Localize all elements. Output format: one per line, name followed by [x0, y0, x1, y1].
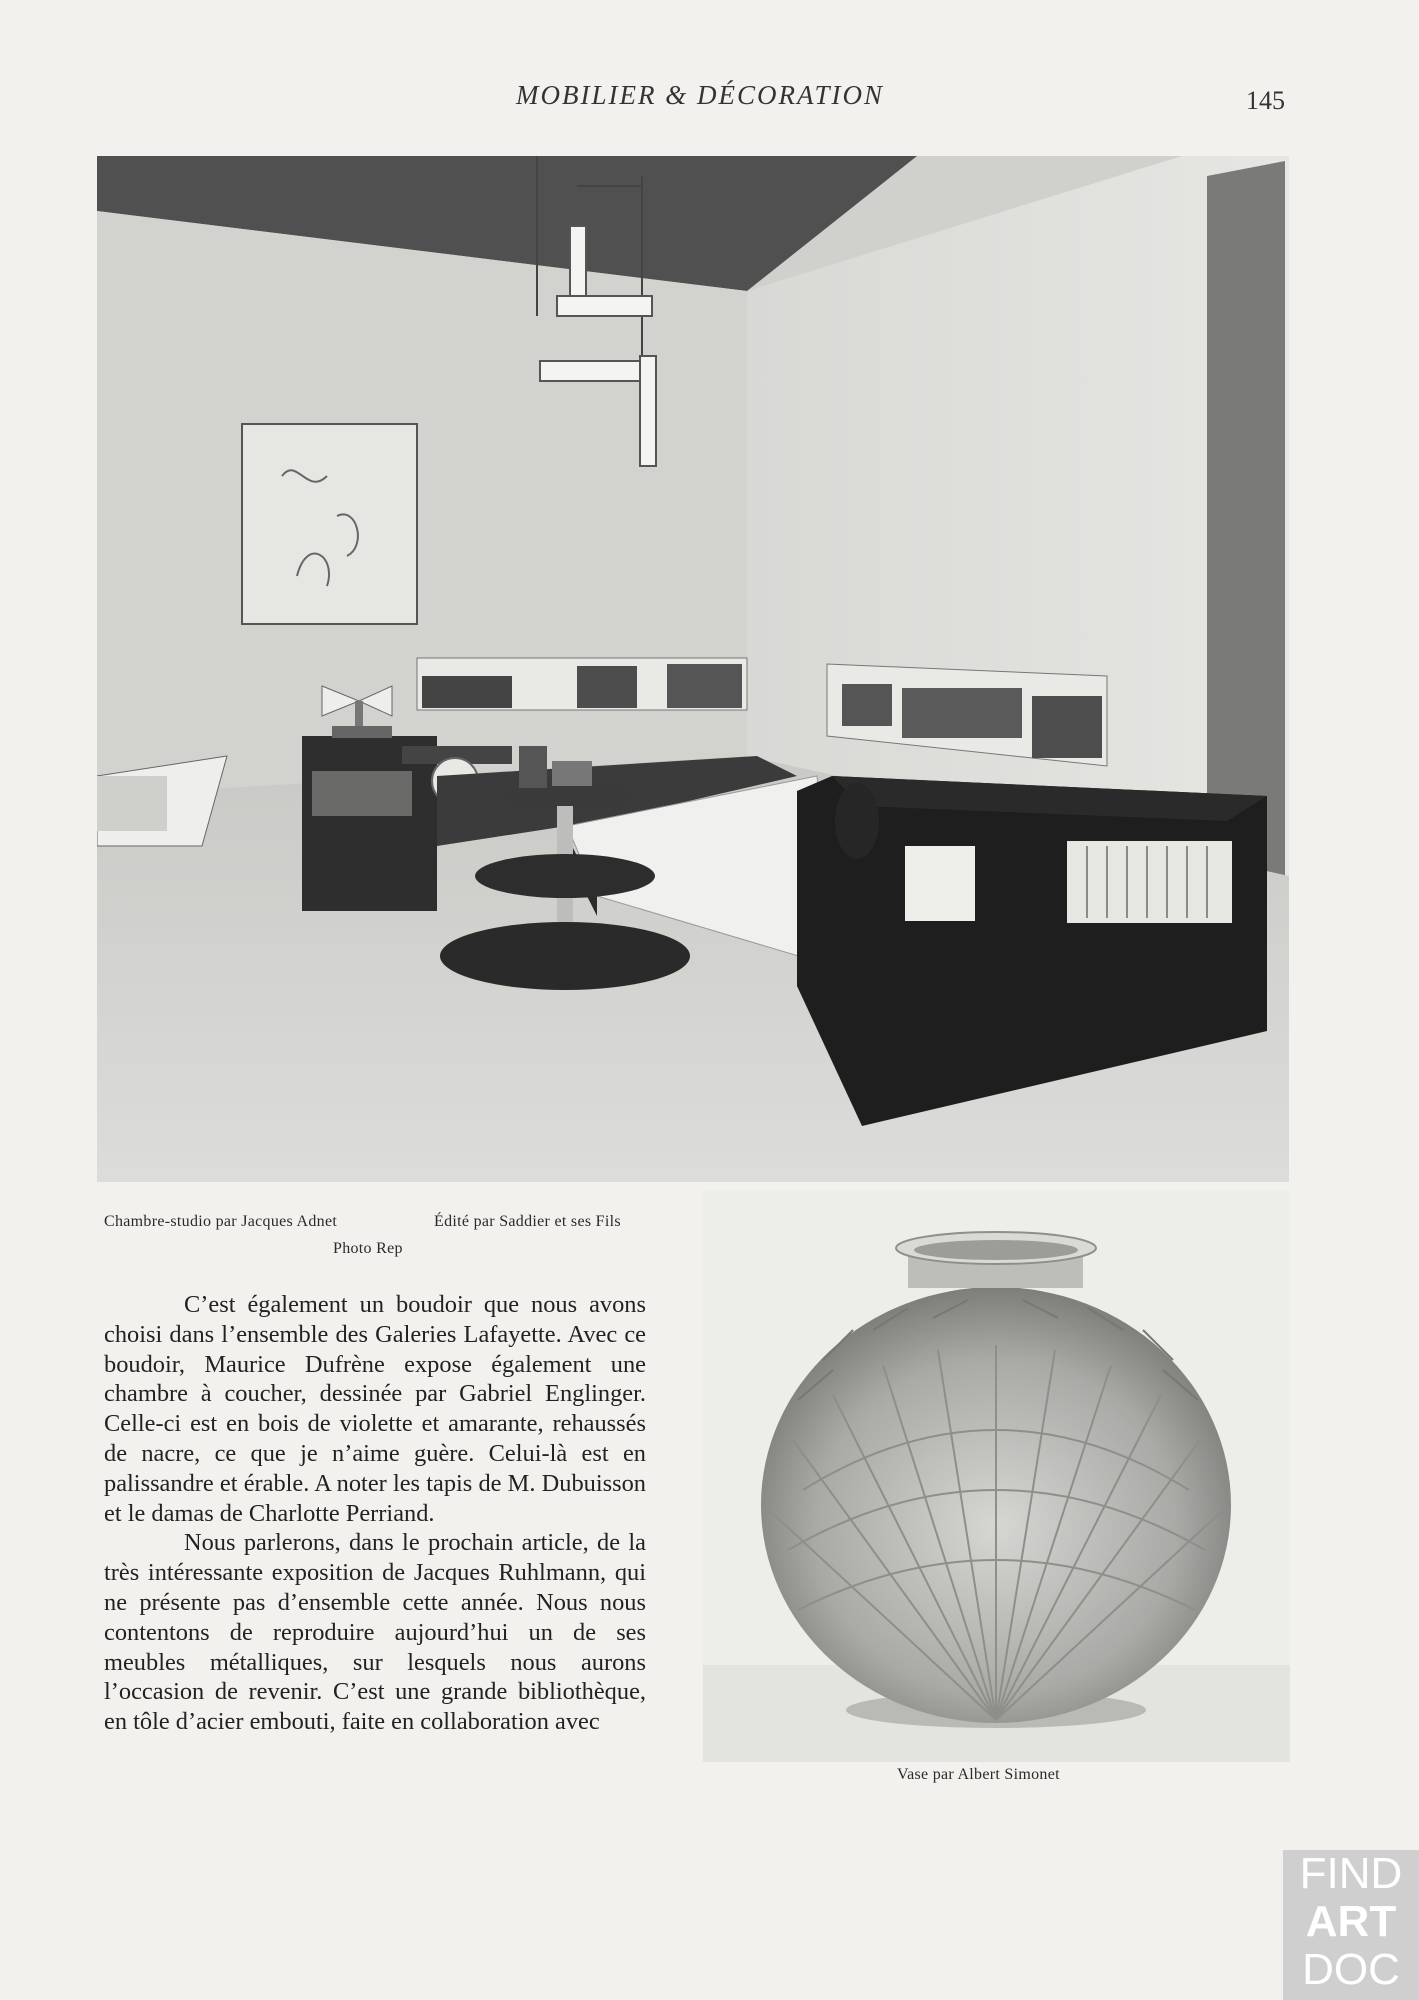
watermark-line-doc: DOC	[1302, 1945, 1400, 1994]
watermark-line-find: FIND	[1299, 1849, 1403, 1898]
room-photo	[97, 156, 1289, 1182]
watermark-line-art: ART	[1305, 1897, 1397, 1946]
room-caption-credit: Photo Rep	[333, 1240, 403, 1257]
vase-caption: Vase par Albert Simonet	[897, 1766, 1060, 1783]
article-body	[104, 1290, 646, 1737]
room-caption-right: Édité par Saddier et ses Fils	[434, 1213, 621, 1230]
vase-photo	[703, 1190, 1290, 1762]
room-caption-left: Chambre-studio par Jacques Adnet	[104, 1213, 338, 1230]
findartdoc-watermark	[1283, 1850, 1419, 2000]
page-number: 145	[1246, 86, 1285, 115]
article-paragraph-1: C’est également un boudoir que nous avons choisi dans l’ensemble des Galeries Lafayette. Avec ce boudoir, Maurice Dufrène expose également une chambre à coucher, dessinée par Gabriel Englinger. Celle-ci est en bois de violette et amarante, rehaussés de nacre, ce que je n’aime guère. Celui-là est en palissandre et érable. A noter les tapis de M. Dubuisson et le damas de Charlotte Perriand.	[104, 1291, 646, 1527]
running-head: MOBILIER & DÉCORATION	[516, 80, 884, 110]
article-paragraph-2: Nous parlerons, dans le prochain article, de la très intéressante exposition de Jacques Ruhlmann, qui ne présente pas d’ensemble cette année. Nous nous contentons de reproduire aujourd’hui un de ses meubles métalliques, sur lesquels nous aurons l’occasion de revenir. C’est une grande bibliothèque, en tôle d’acier embouti, faite en collaboration avec	[104, 1529, 646, 1736]
